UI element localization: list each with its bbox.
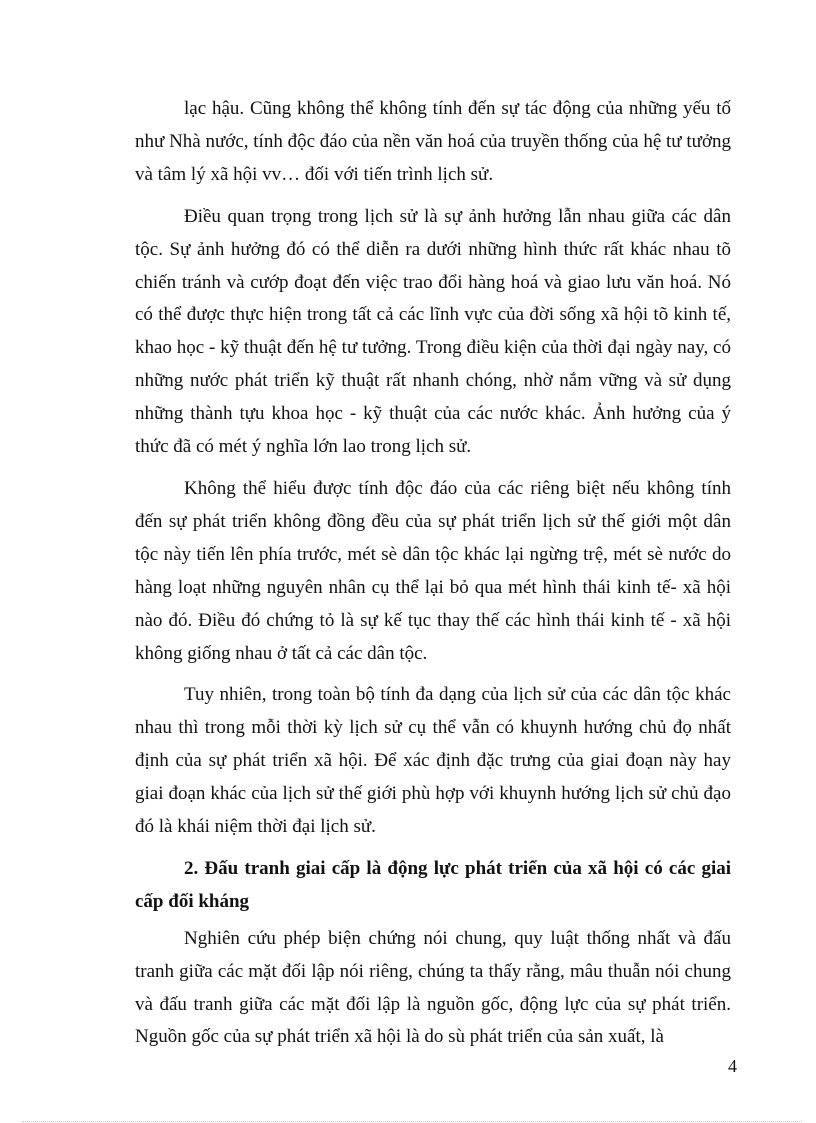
paragraph-3: Không thể hiểu được tính độc đáo của các riêng biệt nếu không tính đến sự phát triển không đồng đều của sự phát triển lịch sử thế giới một dân tộc này tiến lên phía trước, mét sè dân tộc khác lại ngừng trệ, mét sè nước do hàng loạt những nguyên nhân cụ thể lại bỏ qua mét hình thái kinh tế- xã hội nào đó. Điều đó chứng tỏ là sự kế tục thay thế các hình thái kinh tế - xã hội không giống nhau ở tất cả các dân tộc. bbox=[135, 477, 731, 664]
paragraph-2: Điều quan trọng trong lịch sử là sự ảnh hưởng lẫn nhau giữa các dân tộc. Sự ảnh hưởng đó có thể diễn ra dưới những hình thức rất khác nhau tõ chiến tránh và cướp đoạt đến việc trao đổi hàng hoá và giao lưu văn hoá. Nó có thể được thực hiện trong tất cả các lĩnh vực của đời sống xã hội tõ kinh tế, khao học - kỹ thuật đến hệ tư tưởng. Trong điều kiện của thời đại ngày nay, có những nước phát triển kỹ thuật rất nhanh chóng, nhờ nắm vững và sử dụng những thành tựu khoa học - kỹ thuật của các nước khác. Ảnh hưởng của ý thức đã có mét ý nghĩa lớn lao trong lịch sử. bbox=[135, 205, 731, 458]
page-number: 4 bbox=[728, 1056, 737, 1076]
paragraph-4: Tuy nhiên, trong toàn bộ tính đa dạng của lịch sử của các dân tộc khác nhau thì trong mỗi thời kỳ lịch sử cụ thể vẫn có khuynh hướng chủ đọ nhất định của sự phát triển xã hội. Để xác định đặc trưng của giai đoạn này hay giai đoạn khác của lịch sử thế giới phù hợp với khuynh hướng lịch sử chủ đạo đó là khái niệm thời đại lịch sử. bbox=[135, 684, 731, 838]
section-heading: 2. Đấu tranh giai cấp là động lực phát triển của xã hội có các giai cấp đối kháng bbox=[135, 857, 731, 912]
body-text bbox=[135, 93, 731, 1054]
page-bottom-divider bbox=[22, 1121, 802, 1122]
paragraph-1: lạc hậu. Cũng không thể không tính đến sự tác động của những yếu tố như Nhà nước, tính độc đáo của nền văn hoá của truyền thống của hệ tư tưởng và tâm lý xã hội vv… đối với tiến trình lịch sử. bbox=[135, 98, 731, 185]
paragraph-5: Nghiên cứu phép biện chứng nói chung, quy luật thống nhất và đấu tranh giữa các mặt đối lập nói riêng, chúng ta thấy rằng, mâu thuẫn nói chung và đấu tranh giữa các mặt đối lập là nguồn gốc, động lực của sự phát triển. Nguồn gốc của sự phát triển xã hội là do sù phát triển của sản xuất, là bbox=[135, 927, 731, 1048]
